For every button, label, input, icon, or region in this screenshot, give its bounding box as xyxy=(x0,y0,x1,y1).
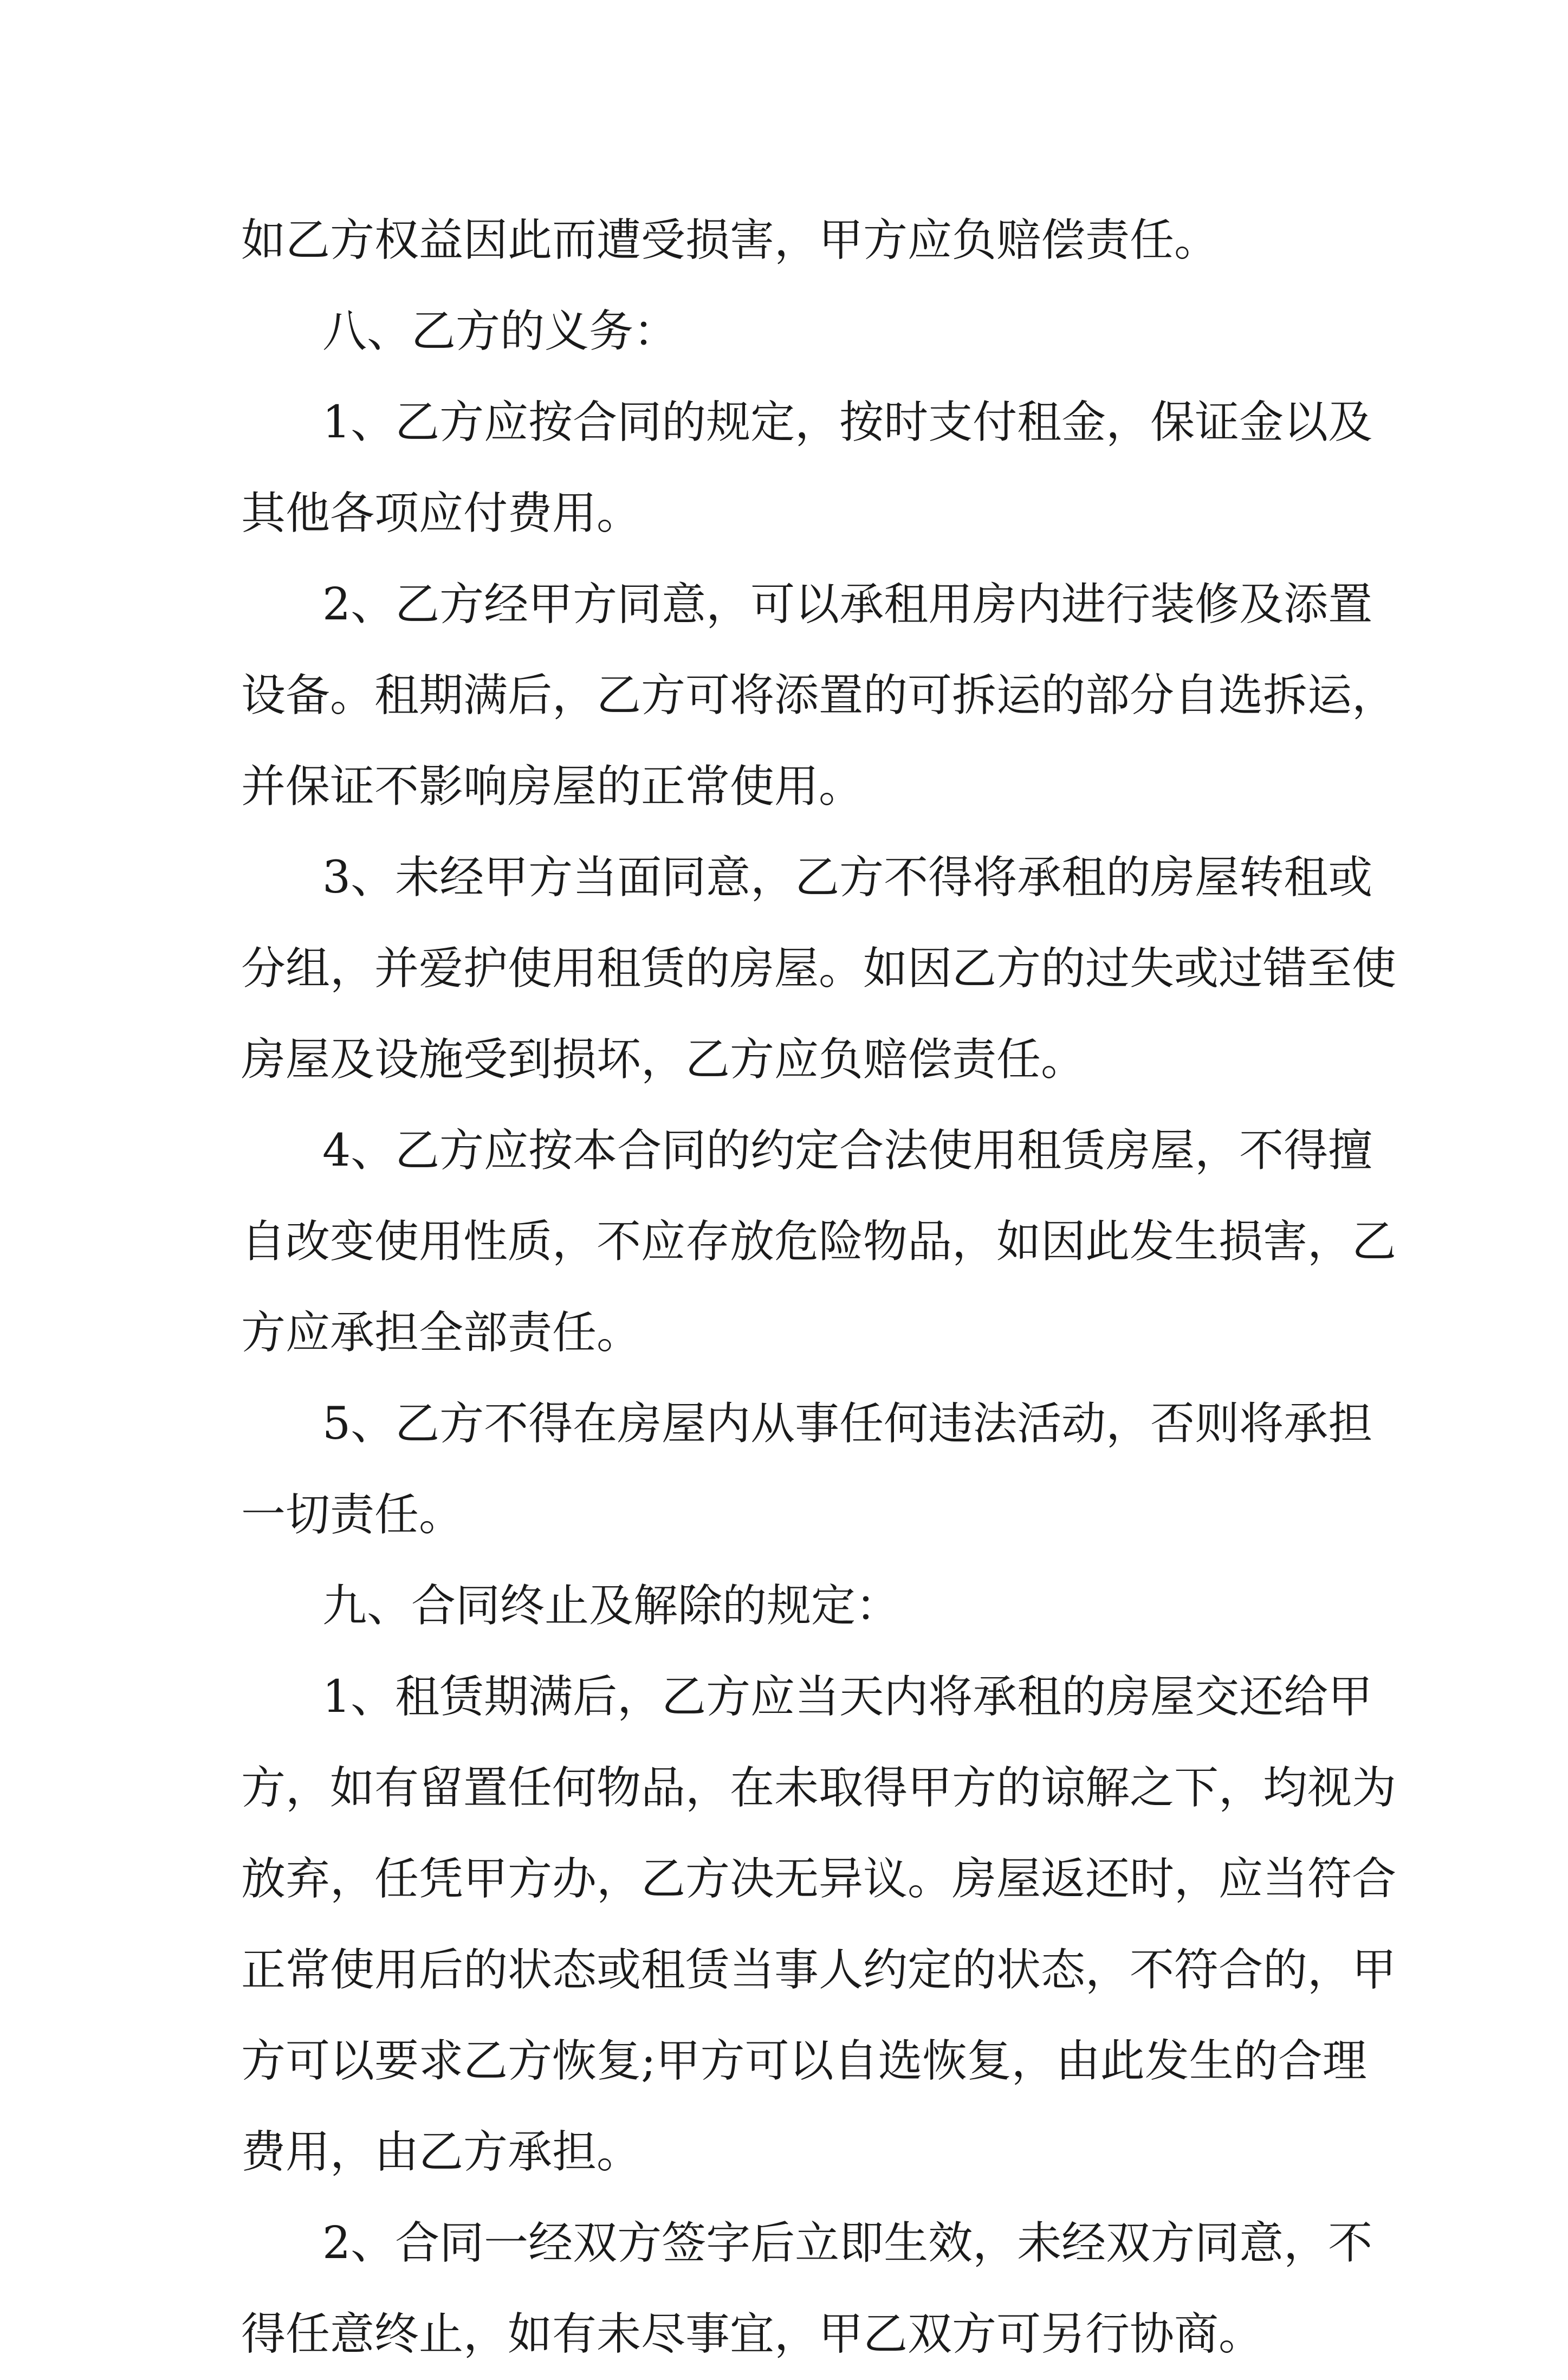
paragraph-line: 费用，由乙方承担。 xyxy=(241,2126,642,2178)
paragraph-line: 方可以要求乙方恢复;甲方可以自选恢复，由此发生的合理 xyxy=(241,2035,1367,2087)
paragraph-line: 1、乙方应按合同的规定，按时支付租金，保证金以及 xyxy=(322,397,1373,448)
paragraph-line: 并保证不影响房屋的正常使用。 xyxy=(241,761,864,812)
paragraph-line: 放弃，任凭甲方办，乙方决无异议。房屋返还时，应当符合 xyxy=(241,1853,1397,1905)
paragraph-line: 正常使用后的状态或租赁当事人约定的状态，不符合的，甲 xyxy=(241,1944,1397,1996)
paragraph-line: 方应承担全部责任。 xyxy=(241,1307,642,1359)
paragraph-line: 自改变使用性质，不应存放危险物品，如因此发生损害，乙 xyxy=(241,1216,1397,1267)
paragraph-line: 2、合同一经双方签字后立即生效，未经双方同意，不 xyxy=(322,2217,1373,2269)
paragraph-line: 5、乙方不得在房屋内从事任何违法活动，否则将承担 xyxy=(322,1398,1373,1450)
paragraph-line: 得任意终止，如有未尽事宜，甲乙双方可另行协商。 xyxy=(241,2308,1264,2360)
section-heading: 八、乙方的义务： xyxy=(322,306,678,357)
paragraph-line: 1、租赁期满后，乙方应当天内将承租的房屋交还给甲 xyxy=(322,1671,1373,1723)
paragraph-line: 设备。租期满后，乙方可将添置的可拆运的部分自选拆运， xyxy=(241,670,1397,721)
paragraph-line: 房屋及设施受到损坏，乙方应负赔偿责任。 xyxy=(241,1034,1086,1085)
document-body xyxy=(241,195,1397,2380)
paragraph-line: 其他各项应付费用。 xyxy=(241,488,642,539)
paragraph-line: 如乙方权益因此而遭受损害，甲方应负赔偿责任。 xyxy=(241,215,1219,266)
paragraph-line: 分组，并爱护使用租赁的房屋。如因乙方的过失或过错至使 xyxy=(241,943,1397,994)
paragraph-line: 方，如有留置任何物品，在未取得甲方的谅解之下，均视为 xyxy=(241,1762,1397,1814)
paragraph-line: 4、乙方应按本合同的约定合法使用租赁房屋，不得擅 xyxy=(322,1125,1373,1176)
paragraph-line: 3、未经甲方当面同意，乙方不得将承租的房屋转租或 xyxy=(322,852,1373,903)
paragraph-line: 一切责任。 xyxy=(241,1489,464,1541)
paragraph-line: 2、乙方经甲方同意，可以承租用房内进行装修及添置 xyxy=(322,579,1373,630)
section-heading: 九、合同终止及解除的规定： xyxy=(322,1580,900,1632)
